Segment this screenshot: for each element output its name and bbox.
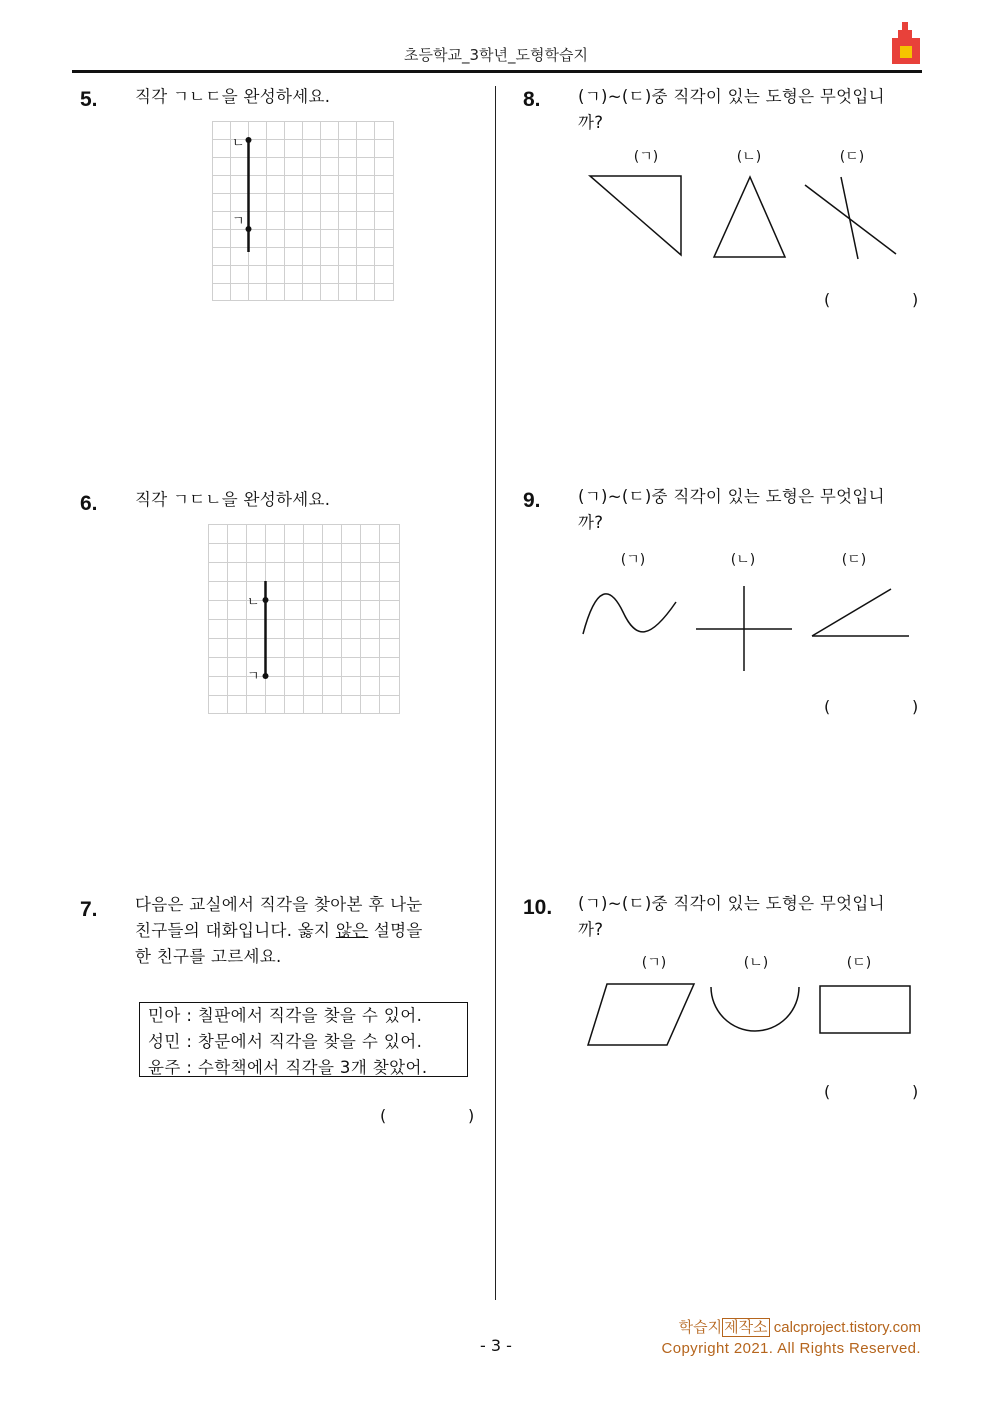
q8-figure-a-right-triangle (590, 176, 681, 255)
paren-open: ( (824, 290, 831, 309)
q9-figure-a-curve (583, 594, 676, 634)
q10-label-c: (ㄷ) (846, 955, 872, 971)
point-bottom-label: ㄱ (232, 214, 245, 229)
question-10-line1: (ㄱ)~(ㄷ)중 직각이 있는 도형은 무엇입니 (578, 894, 885, 913)
paren-open: ( (380, 1106, 387, 1125)
dialog-line-mina: 민아 : 칠판에서 직각을 찾을 수 있어. (148, 1006, 423, 1025)
point-top-label: ㄴ (232, 136, 245, 151)
footer-copyright: Copyright 2021. All Rights Reserved. (661, 1340, 921, 1357)
paren-close: ) (912, 1082, 919, 1101)
q9-label-c: (ㄷ) (841, 552, 867, 568)
q8-figure-b-triangle (714, 177, 785, 257)
point-bottom (263, 673, 269, 679)
question-9-answer-blank[interactable] (824, 697, 924, 719)
question-8-text (578, 84, 885, 136)
q8-figure-c-line-2 (841, 177, 858, 259)
paren-open: ( (824, 1082, 831, 1101)
question-10-answer-blank[interactable] (824, 1082, 924, 1104)
paren-close: ) (912, 290, 919, 309)
q9-figures (578, 580, 918, 675)
question-5-number: 5. (80, 88, 98, 111)
footer-site-prefix: 학습지 (678, 1319, 723, 1336)
question-8-line2: 까? (578, 113, 604, 132)
footer-site-boxed: 제작소 (724, 1319, 768, 1336)
point-top (263, 597, 269, 603)
header-rule (72, 70, 922, 73)
dialog-line-yunju: 윤주 : 수학책에서 직각을 3개 찾았어. (148, 1058, 428, 1077)
question-7-answer-blank[interactable] (380, 1106, 480, 1128)
point-top-label: ㄴ (247, 595, 260, 610)
question-7-dialog-box (139, 1002, 468, 1077)
page-number: - 3 - (480, 1336, 512, 1355)
point-bottom-label: ㄱ (247, 669, 260, 684)
question-8-number: 8. (523, 88, 541, 111)
question-9-line1: (ㄱ)~(ㄷ)중 직각이 있는 도형은 무엇입니 (578, 487, 885, 506)
question-7-line1: 다음은 교실에서 직각을 찾아본 후 나눈 (135, 895, 423, 914)
paren-close: ) (912, 697, 919, 716)
q9-label-b: (ㄴ) (730, 552, 756, 568)
question-5-grid[interactable] (212, 121, 395, 302)
q10-label-a: (ㄱ) (641, 955, 667, 971)
worksheet-title: 초등학교_3학년_도형학습지 (404, 46, 588, 64)
question-10-line2: 까? (578, 920, 604, 939)
dialog-line-seongmin: 성민 : 창문에서 직각을 찾을 수 있어. (148, 1032, 423, 1051)
q10-figure-b-semicircle (711, 987, 799, 1031)
question-7-line3: 한 친구를 고르세요. (135, 947, 282, 966)
question-9-text (578, 484, 885, 536)
q9-figure-c-slant (812, 589, 891, 636)
question-5-text: 직각 ㄱㄴㄷ을 완성하세요. (135, 87, 331, 106)
q10-figure-c-rectangle (820, 986, 910, 1033)
question-9-line2: 까? (578, 513, 604, 532)
q10-figures (580, 976, 920, 1056)
paren-close: ) (468, 1106, 475, 1125)
question-8-answer-blank[interactable] (824, 290, 924, 312)
point-top (246, 137, 252, 143)
point-bottom (246, 226, 252, 232)
question-10-text (578, 891, 885, 943)
question-7-line2-a: 친구들의 대화입니다. 옳지 (135, 921, 336, 940)
footer-site-url: calcproject.tistory.com (769, 1319, 921, 1336)
flame-logo-icon (890, 22, 922, 66)
q8-label-c: (ㄷ) (839, 149, 865, 165)
q8-label-b: (ㄴ) (736, 149, 762, 165)
question-7-text (135, 892, 465, 970)
grid-lines (208, 524, 400, 714)
question-7-line2-b: 설명을 (368, 921, 423, 940)
question-10-number: 10. (523, 896, 553, 919)
question-7-number: 7. (80, 898, 98, 921)
question-7-line2 (135, 918, 465, 944)
question-6-text: 직각 ㄱㄷㄴ을 완성하세요. (135, 490, 331, 509)
column-divider (495, 86, 496, 1300)
question-9-number: 9. (523, 489, 541, 512)
q8-figures (580, 168, 910, 268)
footer-site[interactable] (679, 1316, 921, 1337)
q9-label-a: (ㄱ) (620, 552, 646, 568)
q10-figure-a-parallelogram (588, 984, 694, 1045)
question-7-emphasis: 않은 (335, 921, 369, 940)
question-8-line1: (ㄱ)~(ㄷ)중 직각이 있는 도형은 무엇입니 (578, 87, 885, 106)
paren-open: ( (824, 697, 831, 716)
question-6-number: 6. (80, 492, 98, 515)
q8-label-a: (ㄱ) (633, 149, 659, 165)
q10-label-b: (ㄴ) (743, 955, 769, 971)
question-6-grid[interactable] (208, 524, 401, 715)
